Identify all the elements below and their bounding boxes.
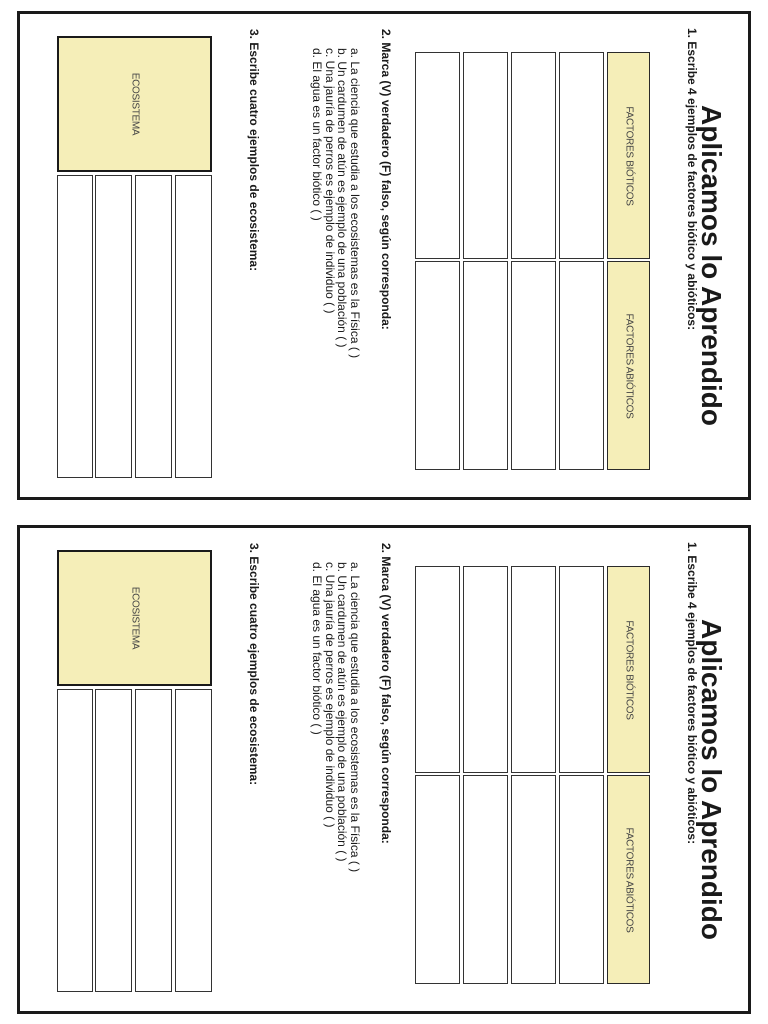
true-false-item[interactable]: b. Un cardumen de atún es ejemplo de una población ( ) [335,48,350,348]
header-factores-bioticos [607,566,650,773]
question-3: 3. Escribe cuatro ejemplos de ecosistema: [247,543,261,786]
answer-cell-abiotico-4[interactable] [415,775,460,984]
question-2: 2. Marca (V) verdadero (F) falso, según corresponda: [379,29,393,330]
answer-cell-abiotico-3[interactable] [463,261,508,470]
answer-cell-biotico-4[interactable] [415,566,460,773]
answer-cell-abiotico-1[interactable] [559,261,604,470]
true-false-list [311,562,361,872]
header-factores-bioticos [607,52,650,259]
answer-cell-abiotico-2[interactable] [511,775,556,984]
true-false-item[interactable]: b. Un cardumen de atún es ejemplo de una población ( ) [335,562,350,862]
true-false-item[interactable]: d. El agua es un factor biótico ( ) [310,48,325,221]
worksheet-bottom [17,525,751,1014]
true-false-item[interactable]: a. La ciencia que estudia a los ecosistemas es la Física ( ) [348,48,362,359]
question-2: 2. Marca (V) verdadero (F) falso, según corresponda: [379,543,393,844]
true-false-item[interactable]: c. Una jauría de perros es ejemplo de individuo ( ) [323,562,337,828]
answer-cell-ecosistema-3[interactable] [95,175,132,478]
answer-cell-ecosistema-4[interactable] [57,175,93,478]
header-label: FACTORES BIÓTICOS [623,619,634,720]
header-factores-abioticos [607,261,650,470]
answer-cell-biotico-1[interactable] [559,566,604,773]
true-false-item[interactable]: d. El agua es un factor biótico ( ) [310,562,325,735]
answer-cell-ecosistema-1[interactable] [175,689,212,992]
answer-cell-ecosistema-1[interactable] [175,175,212,478]
answer-cell-abiotico-1[interactable] [559,775,604,984]
answer-cell-biotico-1[interactable] [559,52,604,259]
question-1: 1. Escribe 4 ejemplos de factores biótico y abióticos: [685,28,699,331]
answer-cell-biotico-2[interactable] [511,566,556,773]
header-label: ECOSISTEMA [129,586,140,650]
header-ecosistema [57,550,212,686]
question-3: 3. Escribe cuatro ejemplos de ecosistema: [247,29,261,272]
true-false-item[interactable]: c. Una jauría de perros es ejemplo de individuo ( ) [323,48,337,314]
question-1: 1. Escribe 4 ejemplos de factores biótico y abióticos: [685,542,699,845]
true-false-list [311,48,361,358]
header-ecosistema [57,36,212,172]
header-label: ECOSISTEMA [129,72,140,136]
answer-cell-biotico-4[interactable] [415,52,460,259]
worksheet-title: Aplicamos lo Aprendido [696,105,727,426]
header-factores-abioticos [607,775,650,984]
answer-cell-abiotico-2[interactable] [511,261,556,470]
answer-cell-ecosistema-2[interactable] [135,689,172,992]
header-label: FACTORES ABIÓTICOS [623,827,634,932]
answer-cell-abiotico-3[interactable] [463,775,508,984]
answer-cell-biotico-3[interactable] [463,566,508,773]
answer-cell-abiotico-4[interactable] [415,261,460,470]
true-false-item[interactable]: a. La ciencia que estudia a los ecosistemas es la Física ( ) [348,562,362,873]
worksheet-top [17,11,751,500]
worksheet-title: Aplicamos lo Aprendido [696,619,727,940]
answer-cell-biotico-3[interactable] [463,52,508,259]
answer-cell-biotico-2[interactable] [511,52,556,259]
answer-cell-ecosistema-2[interactable] [135,175,172,478]
header-label: FACTORES BIÓTICOS [623,105,634,206]
header-label: FACTORES ABIÓTICOS [623,313,634,418]
answer-cell-ecosistema-4[interactable] [57,689,93,992]
answer-cell-ecosistema-3[interactable] [95,689,132,992]
